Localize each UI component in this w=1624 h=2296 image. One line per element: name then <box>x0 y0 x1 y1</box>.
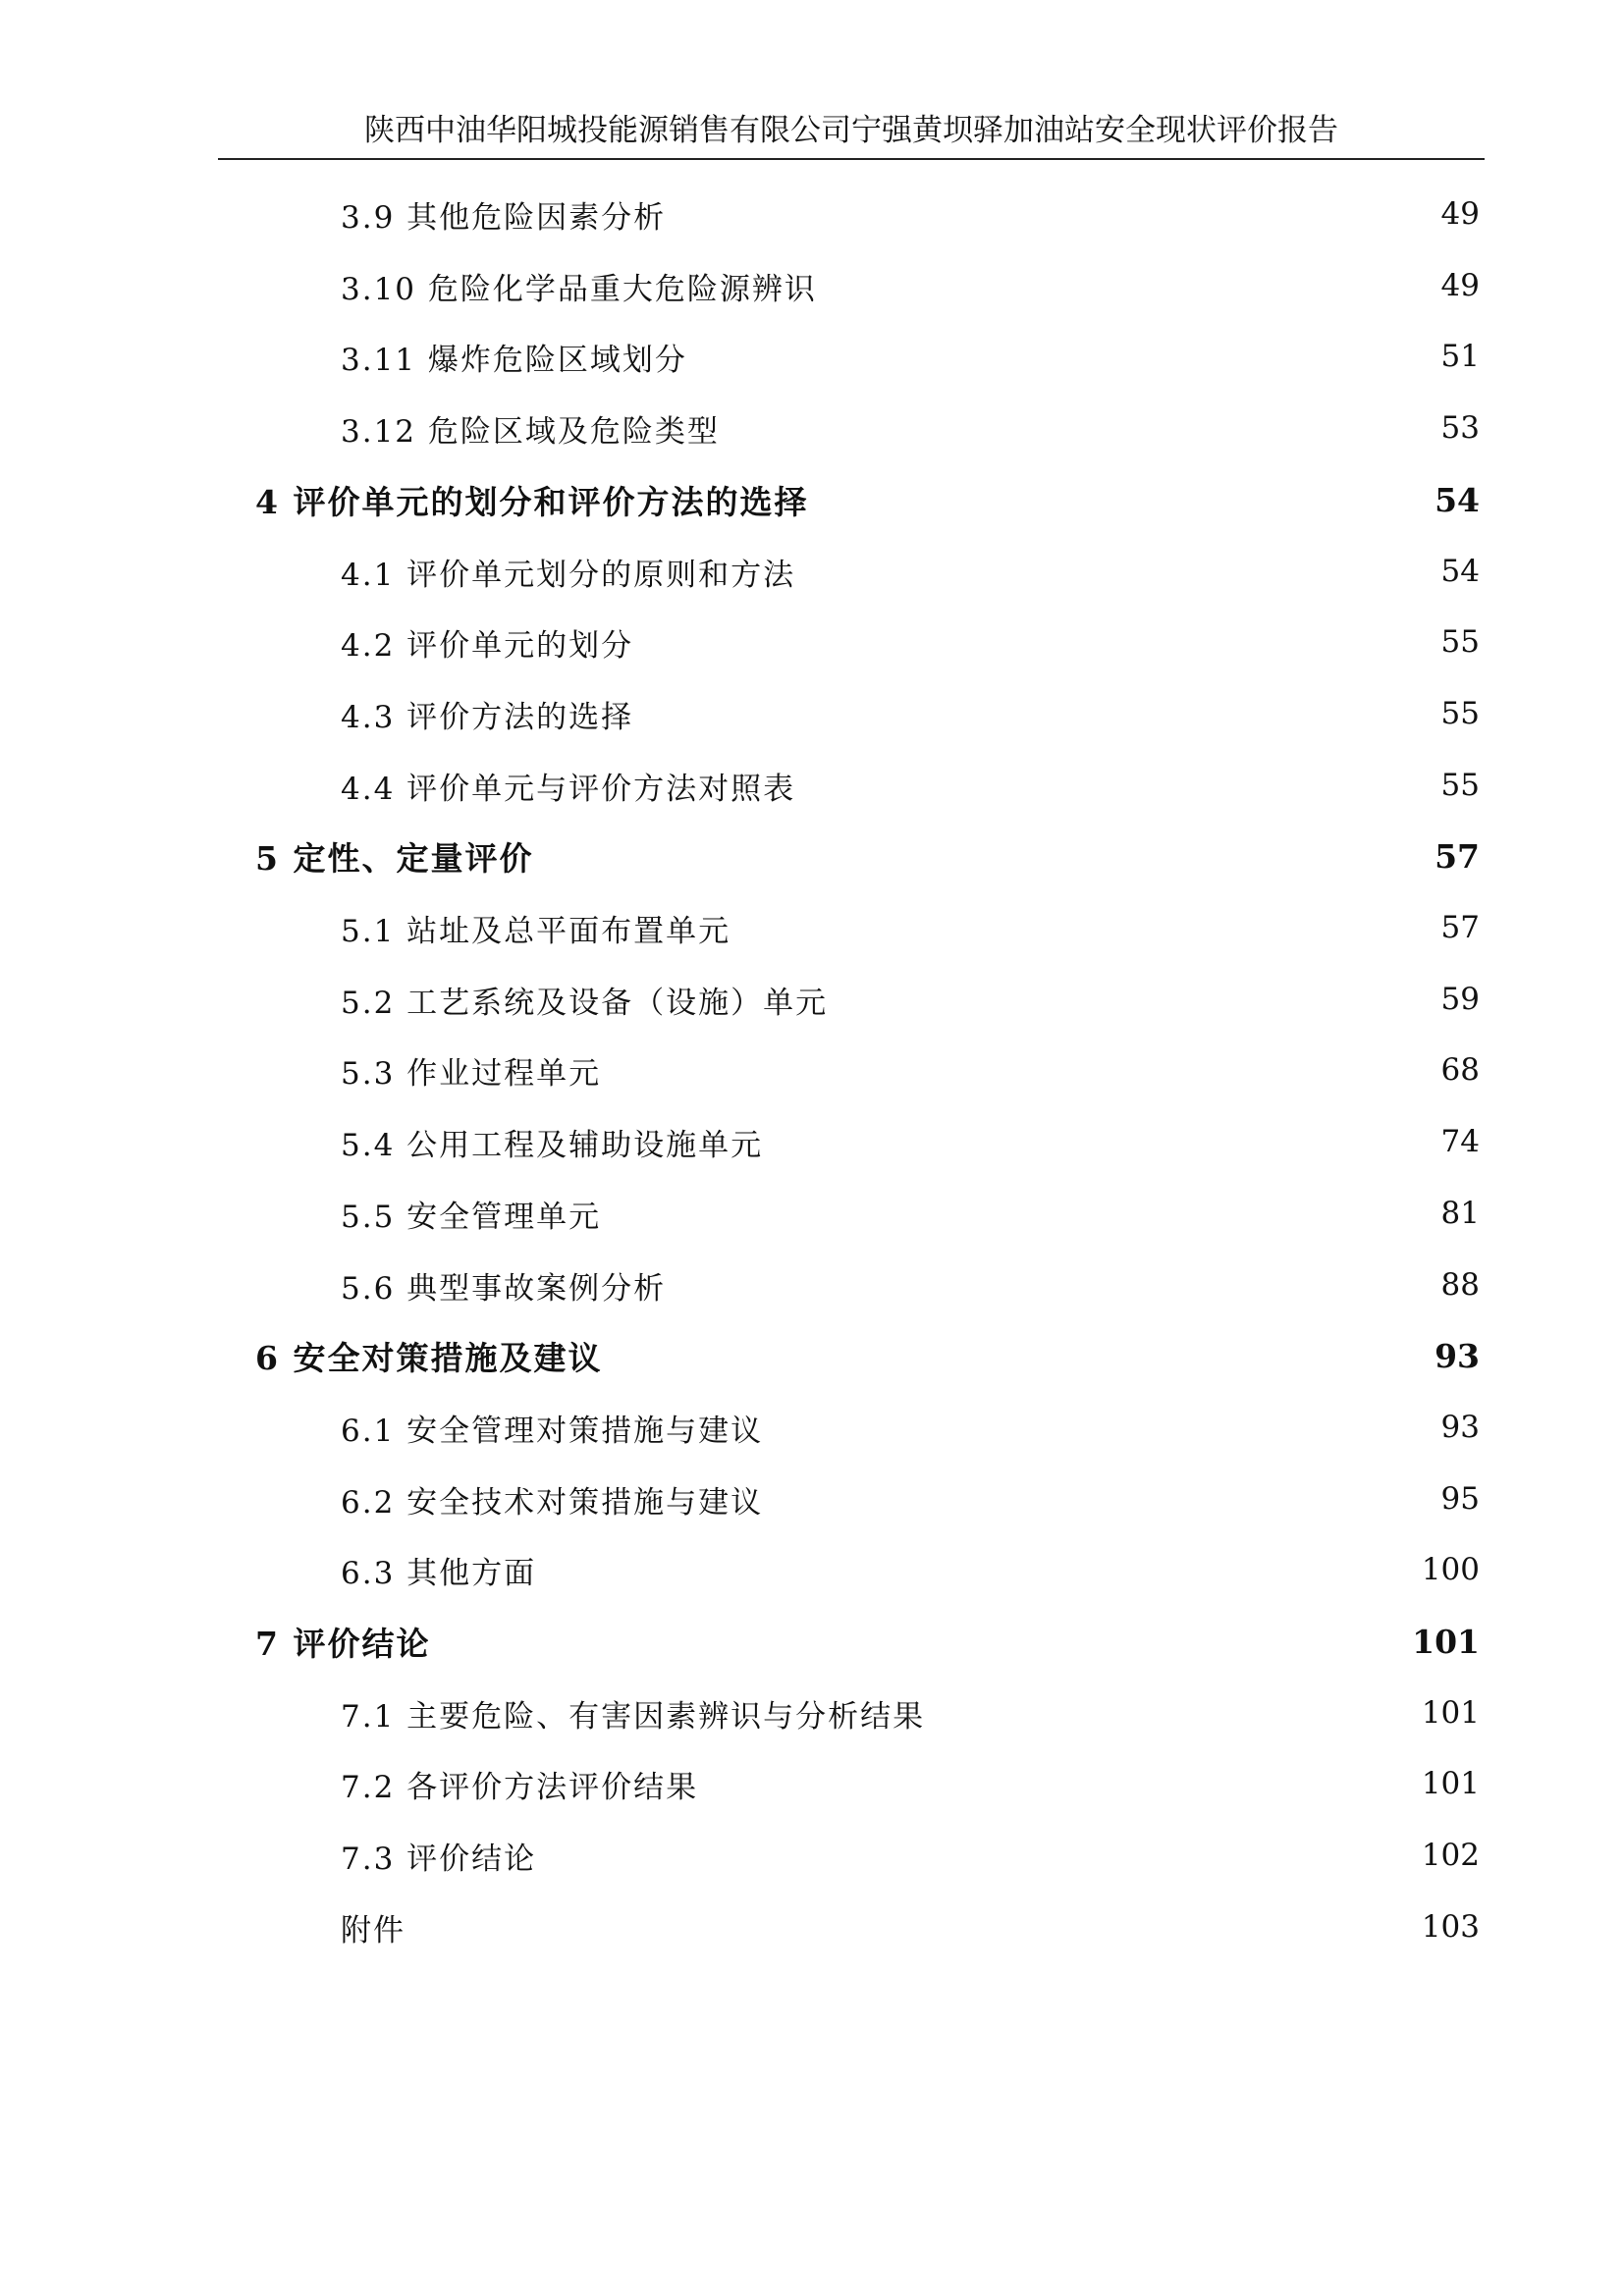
toc-dot-leader <box>730 410 1435 453</box>
toc-dot-leader <box>773 1124 1435 1166</box>
toc-entry-title: 7.3 评价结论 <box>341 1841 537 1877</box>
toc-dot-leader <box>676 196 1435 239</box>
toc-dot-leader <box>805 554 1435 596</box>
toc-entry-title: 4.4 评价单元与评价方法对照表 <box>341 771 796 807</box>
toc-section-entry[interactable] <box>341 1403 1480 1452</box>
toc-dot-leader <box>440 1624 1406 1666</box>
toc-chapter-entry[interactable] <box>255 475 1480 524</box>
toc-entry-title: 6.2 安全技术对策措施与建议 <box>341 1484 764 1521</box>
toc-dot-leader <box>818 482 1429 524</box>
toc-entry-title: 5 定性、定量评价 <box>255 838 534 878</box>
toc-section-entry[interactable] <box>341 332 1480 381</box>
toc-page-number: 88 <box>1440 1267 1480 1303</box>
toc-dot-leader <box>543 838 1429 881</box>
toc-chapter-entry[interactable] <box>255 1331 1480 1380</box>
toc-entry-title: 7 评价结论 <box>255 1624 431 1663</box>
toc-dot-leader <box>611 1052 1435 1095</box>
toc-section-entry[interactable] <box>341 1759 1480 1808</box>
toc-entry-title: 4.3 评价方法的选择 <box>341 699 634 735</box>
toc-entry-title: 5.5 安全管理单元 <box>341 1199 602 1235</box>
toc-chapter-entry[interactable] <box>255 831 1480 881</box>
toc-entry-title: 5.3 作业过程单元 <box>341 1055 602 1092</box>
toc-entry-title: 5.6 典型事故案例分析 <box>341 1270 667 1307</box>
toc-dot-leader <box>546 1838 1416 1880</box>
toc-chapter-entry[interactable] <box>255 1617 1480 1666</box>
toc-section-entry[interactable] <box>341 975 1480 1024</box>
toc-entry-title: 5.2 工艺系统及设备（设施）单元 <box>341 985 829 1021</box>
toc-dot-leader <box>935 1695 1416 1737</box>
toc-section-entry[interactable] <box>341 689 1480 738</box>
toc-dot-leader <box>805 768 1435 810</box>
toc-dot-leader <box>415 1909 1416 1951</box>
toc-dot-leader <box>773 1481 1435 1523</box>
toc-section-entry[interactable] <box>341 903 1480 952</box>
toc-page-number: 57 <box>1440 910 1480 945</box>
toc-section-entry[interactable] <box>341 1260 1480 1309</box>
toc-dot-leader <box>546 1552 1416 1594</box>
toc-page-number: 101 <box>1421 1766 1480 1801</box>
toc-page-number: 55 <box>1440 768 1480 803</box>
toc-page-number: 102 <box>1421 1838 1480 1873</box>
toc-dot-leader <box>676 1267 1435 1309</box>
toc-section-entry[interactable] <box>341 1545 1480 1594</box>
toc-page-number: 101 <box>1412 1622 1480 1661</box>
toc-section-entry[interactable] <box>341 1474 1480 1523</box>
toc-entry-title: 4.2 评价单元的划分 <box>341 627 634 664</box>
toc-page-number: 74 <box>1440 1124 1480 1159</box>
toc-entry-title: 3.9 其他危险因素分析 <box>341 199 667 236</box>
toc-entry-title: 4 评价单元的划分和评价方法的选择 <box>255 482 809 521</box>
toc-page-number: 49 <box>1440 268 1480 303</box>
toc-page-number: 59 <box>1440 982 1480 1017</box>
toc-page-number: 49 <box>1440 196 1480 232</box>
toc-entry-title: 6.1 安全管理对策措施与建议 <box>341 1413 764 1449</box>
toc-section-entry[interactable] <box>341 1902 1480 1951</box>
toc-entry-title: 5.4 公用工程及辅助设施单元 <box>341 1127 764 1163</box>
toc-entry-title: 5.1 站址及总平面布置单元 <box>341 913 731 949</box>
toc-dot-leader <box>708 1766 1416 1808</box>
toc-page-number: 55 <box>1440 624 1480 660</box>
toc-dot-leader <box>643 624 1435 667</box>
toc-entry-title: 3.10 危险化学品重大危险源辨识 <box>341 271 817 307</box>
toc-section-entry[interactable] <box>341 1831 1480 1880</box>
toc-page-number: 53 <box>1440 410 1480 446</box>
toc-page-number: 103 <box>1421 1909 1480 1945</box>
toc-dot-leader <box>838 982 1435 1024</box>
toc-page-number: 68 <box>1440 1052 1480 1088</box>
toc-page-number: 51 <box>1440 339 1480 374</box>
toc-section-entry[interactable] <box>341 261 1480 310</box>
toc-page-number: 54 <box>1440 554 1480 589</box>
toc-section-entry[interactable] <box>341 1117 1480 1166</box>
toc-dot-leader <box>740 910 1435 952</box>
toc-entry-title: 附件 <box>341 1912 406 1949</box>
toc-section-entry[interactable] <box>341 1688 1480 1737</box>
toc-dot-leader <box>773 1410 1435 1452</box>
toc-section-entry[interactable] <box>341 1189 1480 1238</box>
toc-entry-title: 3.12 危险区域及危险类型 <box>341 413 720 450</box>
toc-entry-title: 7.1 主要危险、有害因素辨识与分析结果 <box>341 1698 926 1735</box>
toc-dot-leader <box>612 1338 1429 1380</box>
toc-dot-leader <box>827 268 1435 310</box>
page-header: 陕西中油华阳城投能源销售有限公司宁强黄坝驿加油站安全现状评价报告 <box>364 113 1338 148</box>
toc-section-entry[interactable] <box>341 403 1480 453</box>
toc-entry-title: 7.2 各评价方法评价结果 <box>341 1769 699 1805</box>
toc-page-number: 95 <box>1440 1481 1480 1517</box>
toc-page-number: 93 <box>1440 1410 1480 1445</box>
toc-dot-leader <box>643 696 1435 738</box>
toc-section-entry[interactable] <box>341 189 1480 239</box>
toc-entry-title: 6.3 其他方面 <box>341 1555 537 1591</box>
toc-dot-leader <box>697 339 1435 381</box>
toc-page-number: 55 <box>1440 696 1480 731</box>
toc-section-entry[interactable] <box>341 1045 1480 1095</box>
toc-page-number: 81 <box>1440 1196 1480 1231</box>
toc-entry-title: 3.11 爆炸危险区域划分 <box>341 342 687 378</box>
toc-entry-title: 6 安全对策措施及建议 <box>255 1338 603 1377</box>
toc-page-number: 54 <box>1435 480 1480 519</box>
toc-section-entry[interactable] <box>341 547 1480 596</box>
toc-page-number: 100 <box>1421 1552 1480 1587</box>
toc-dot-leader <box>611 1196 1435 1238</box>
toc-entry-title: 4.1 评价单元划分的原则和方法 <box>341 557 796 593</box>
toc-page-number: 57 <box>1435 836 1480 876</box>
toc-page-number: 101 <box>1421 1695 1480 1731</box>
toc-section-entry[interactable] <box>341 761 1480 810</box>
toc-section-entry[interactable] <box>341 617 1480 667</box>
toc-page-number: 93 <box>1435 1336 1480 1375</box>
